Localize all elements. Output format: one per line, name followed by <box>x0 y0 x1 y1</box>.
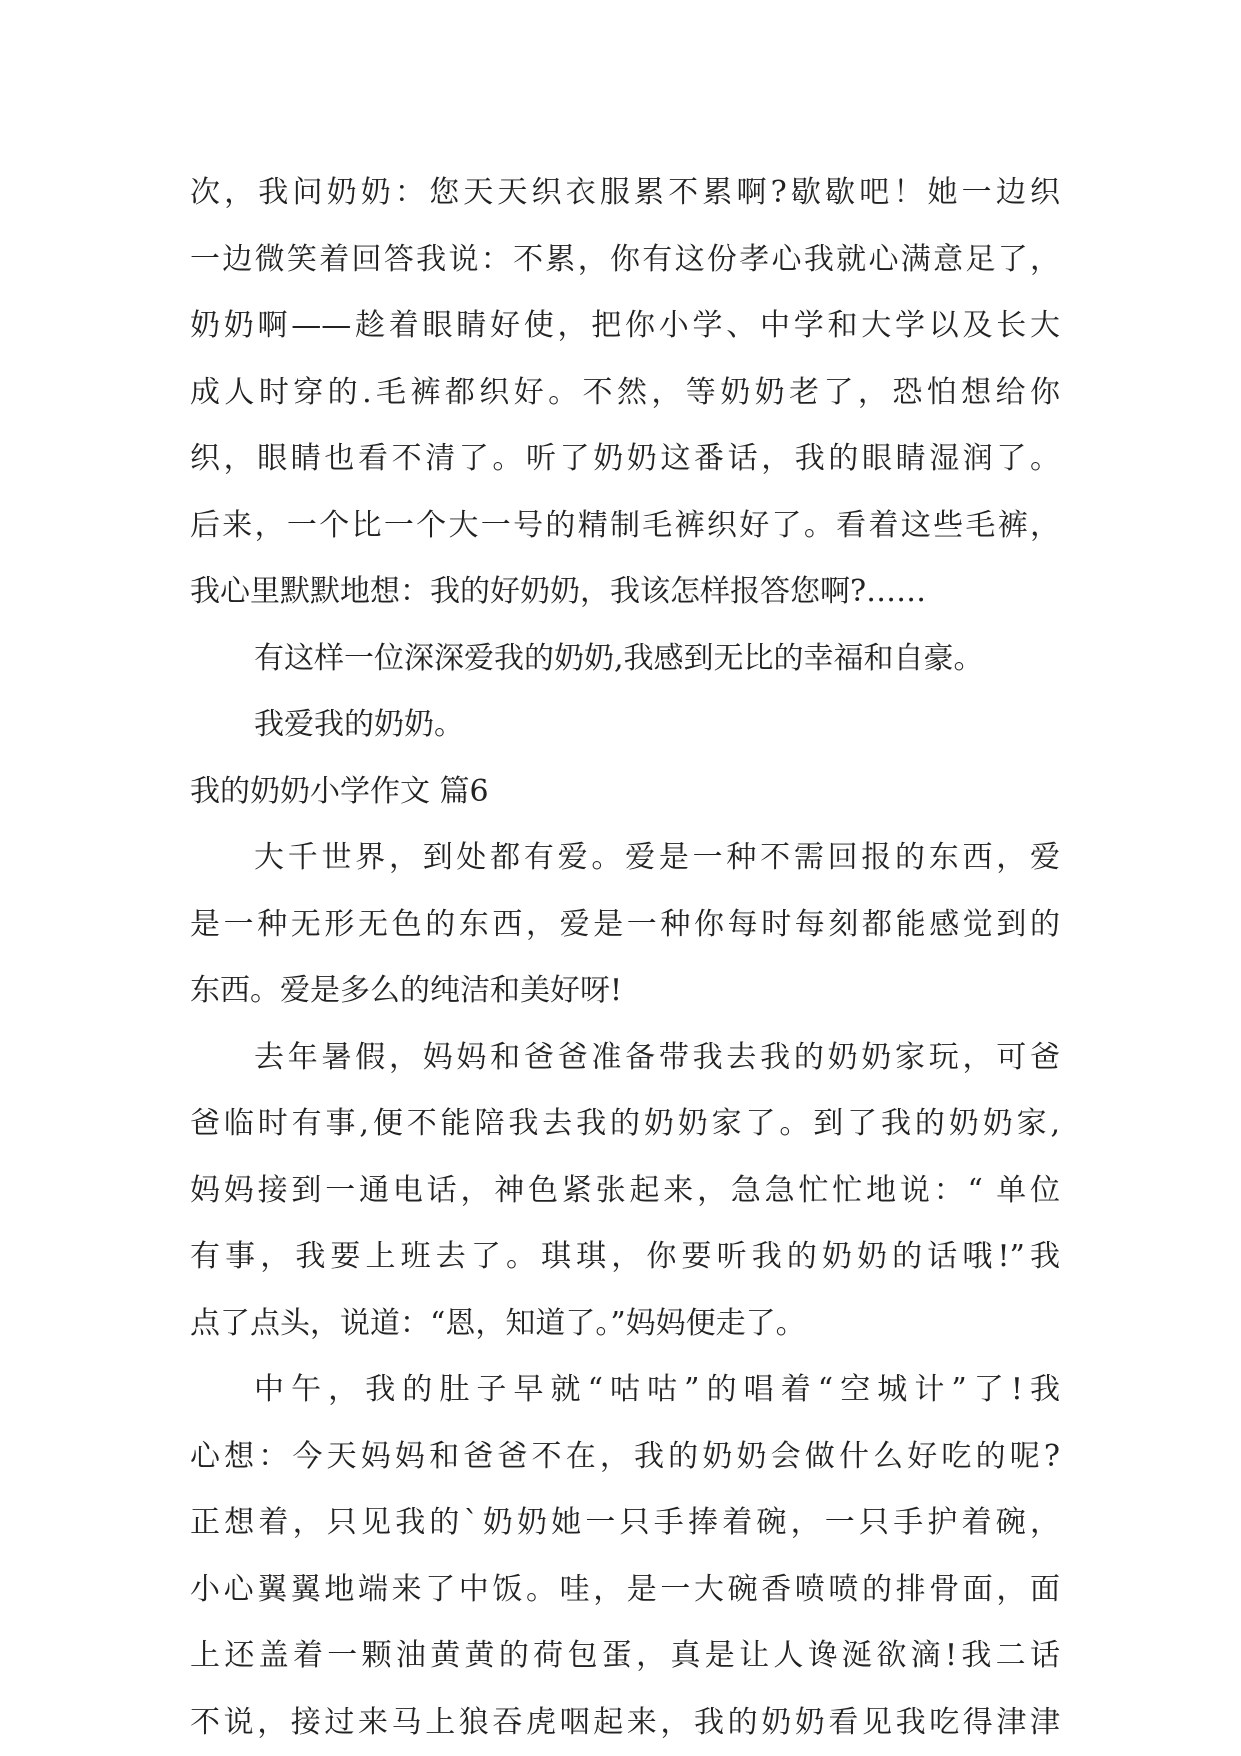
paragraph <box>190 1025 1060 1358</box>
text-line: 去年暑假，妈妈和爸爸准备带我去我的奶奶家玩，可爸 <box>190 1025 1060 1092</box>
text-line: 我爱我的奶奶。 <box>190 692 1060 759</box>
text-line: 一边微笑着回答我说：不累，你有这份孝心我就心满意足了， <box>190 227 1060 294</box>
text-line: 心想：今天妈妈和爸爸不在，我的奶奶会做什么好吃的呢? <box>190 1424 1060 1491</box>
text-line: 奶奶啊——趁着眼睛好使，把你小学、中学和大学以及长大 <box>190 293 1060 360</box>
text-line: 小心翼翼地端来了中饭。哇，是一大碗香喷喷的排骨面，面 <box>190 1557 1060 1624</box>
text-line: 正想着，只见我的`奶奶她一只手捧着碗，一只手护着碗， <box>190 1490 1060 1557</box>
text-line: 次，我问奶奶：您天天织衣服累不累啊?歇歇吧！她一边织 <box>190 160 1060 227</box>
paragraph <box>190 692 1060 759</box>
text-line: 有这样一位深深爱我的奶奶,我感到无比的幸福和自豪。 <box>190 626 1060 693</box>
text-line: 大千世界，到处都有爱。爱是一种不需回报的东西，爱 <box>190 825 1060 892</box>
paragraph <box>190 825 1060 1025</box>
document-body <box>190 160 1060 1756</box>
text-line: 我心里默默地想：我的好奶奶，我该怎样报答您啊?…… <box>190 559 1060 626</box>
paragraph <box>190 160 1060 626</box>
text-line: 不说，接过来马上狼吞虎咽起来，我的奶奶看见我吃得津津 <box>190 1690 1060 1756</box>
heading-text: 我的奶奶小学作文 篇6 <box>190 759 1060 826</box>
text-line: 中午，我的肚子早就“咕咕”的唱着“空城计”了!我 <box>190 1357 1060 1424</box>
text-line: 爸临时有事,便不能陪我去我的奶奶家了。到了我的奶奶家, <box>190 1091 1060 1158</box>
text-line: 点了点头，说道：“恩，知道了。”妈妈便走了。 <box>190 1291 1060 1358</box>
text-line: 妈妈接到一通电话，神色紧张起来，急急忙忙地说：“ 单位 <box>190 1158 1060 1225</box>
text-line: 有事，我要上班去了。琪琪，你要听我的奶奶的话哦!”我 <box>190 1224 1060 1291</box>
text-line: 成人时穿的.毛裤都织好。不然，等奶奶老了，恐怕想给你 <box>190 360 1060 427</box>
text-line: 上还盖着一颗油黄黄的荷包蛋，真是让人谗涎欲滴!我二话 <box>190 1623 1060 1690</box>
text-line: 是一种无形无色的东西，爱是一种你每时每刻都能感觉到的 <box>190 892 1060 959</box>
paragraph <box>190 1357 1060 1756</box>
paragraph <box>190 626 1060 693</box>
text-line: 后来，一个比一个大一号的精制毛裤织好了。看着这些毛裤， <box>190 493 1060 560</box>
text-line: 织，眼睛也看不清了。听了奶奶这番话，我的眼睛湿润了。 <box>190 426 1060 493</box>
section-heading <box>190 759 1060 826</box>
text-line: 东西。爱是多么的纯洁和美好呀! <box>190 958 1060 1025</box>
